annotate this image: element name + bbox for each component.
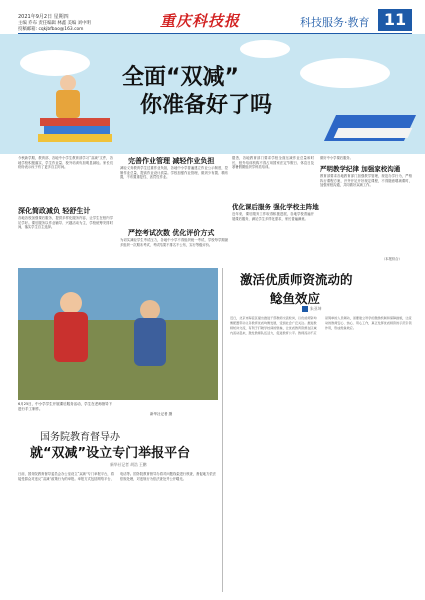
lower-right-byline: 朱亚坤 [310, 306, 322, 311]
lower-left-headline-2: 就“双减”设立专门举报平台 [30, 446, 191, 461]
lower-right-body: 近日，北京市海淀区提出推进干部教师交流轮岗，以优质师资均衡配置带动义务教育优质均衡发展，受到社会广泛关注。推进教师轮岗交流，有利于打破学校间的壁垒，让优质教育资源在区域内流动起来，激发教师队伍活力，促进教育公平。教师流动不应是简单的人员调动，而要建立科学的激励机制和保障措施，让流动的教师安心、热心、用心工作，真正发挥优质师资的示范引领作用，形成鲶鱼效应。 [230, 316, 412, 335]
left-intro: 今秋新学期，教育部、各地中小学生教育部学习“双减”文件，各地学校积极落实，学生作业量、校外培训负担明显减轻。家长们纷纷表示孩子有了更多自主时间。 [18, 156, 113, 170]
lower-left-byline: 新华社记者 胡浩 王鹏 [110, 462, 147, 467]
right-body-3: 教育部要求各地教育部门加强教学管理，规范办学行为，严格执行课程方案，开齐开足开好规定课程，不得随意增减课时，加强家校沟通，共同做好双减工作。 [320, 174, 412, 188]
photo-person [54, 312, 88, 362]
issue-date: 2021年9月2日 星期四 [18, 14, 69, 20]
right-subhead-1: 优化课后服务 强化学校主阵地 [232, 203, 319, 211]
right-tail: 做好中小学课后服务。 [320, 156, 353, 160]
right-subhead-2: 严明教学纪律 加强家校沟通 [320, 165, 401, 173]
left-body: 各地各校加强课后服务，提供多样化服务内容，让学生在校内学足学好。课后服务以作业辅导、兴趣活动为主，学校统筹安排时间，落实学生自主选择。 [18, 216, 113, 230]
lower-right-headline-1: 激活优质师资流动的 [240, 272, 353, 287]
main-headline-2: 你准备好了吗 [140, 93, 273, 118]
photo-person [134, 318, 166, 366]
cloud-shape [240, 40, 290, 58]
book-stack [40, 118, 110, 126]
lower-right-headline-2: 鲶鱼效应 [270, 291, 321, 306]
column-divider [222, 268, 223, 592]
photo-ground [18, 320, 218, 400]
middle-body-2: 为切实减轻学生考试压力，各地中小学不得组织统一考试，学校每学期最多组织一次期末考试，考试结果不排名不公布，实行等级评价。 [120, 238, 228, 247]
newspaper-logo: 重庆科技报 [160, 12, 241, 30]
byline-marker [302, 306, 308, 312]
lower-left-headline-1: 国务院教育督导办 [40, 432, 120, 443]
book-stack [38, 134, 112, 142]
page-number: 11 [378, 9, 412, 31]
child-figure [60, 75, 76, 91]
middle-subhead-2: 严控考试次数 优化评价方式 [128, 229, 215, 237]
right-body-1: 据悉，各地教育部门要求学校全面压减作业总量和时长，校外培训机构不得占用国家法定节假日、休息日及寒暑假期组织学科类培训。 [232, 156, 314, 170]
cloud-shape [20, 50, 90, 76]
email-line: 投稿邮箱: cqkjbfbao@163.com [18, 27, 84, 32]
middle-subhead-1: 完善作业管理 减轻作业负担 [128, 157, 215, 165]
main-headline: 全面“双减” [122, 65, 239, 90]
photo-person [60, 292, 82, 314]
book-stack [44, 126, 110, 134]
editor-line: 主编 乔布 责任编辑 林鑫 美编 刘中明 [18, 21, 91, 26]
cloud-shape [300, 58, 390, 88]
lower-left-body: 日前，国务院教育督导委员会办公室设立“双减”专门举报平台，将接受群众对违反“双减”政策行为的举报。举报方式包括网络平台、电话等。国务院教育督导办将对问题线索进行核查，督促地方依法依规处理，对违规行为依法查处并公开曝光。 [18, 472, 216, 481]
photo-credit: 新华社记者 摄 [150, 412, 173, 416]
source-note: （本报综合） [382, 257, 402, 261]
photo-person [140, 300, 160, 320]
middle-body-1: 减轻义务教育学生过重作业负担，各地中小学普遍建立作业公示制度，控制作业总量，提高作业设计质量。学校加强作业管理，做到少布置、精布置，不布置重复性、惩罚性作业。 [120, 166, 228, 180]
left-subhead: 深化简政减负 轻舒生计 [18, 207, 91, 215]
photo-caption: 6月25日，中小学学生开展课后服务活动，学生在老师指导下进行手工制作。 [18, 402, 113, 411]
book-pages [334, 128, 413, 138]
right-body-2: 近年来，课后服务工作取得积极进展，各地学校普遍开展课后服务，满足学生多样化需求，家长普遍满意。 [232, 212, 314, 221]
child-figure [56, 90, 80, 118]
column-name: 科技服务·教育 [300, 16, 370, 29]
